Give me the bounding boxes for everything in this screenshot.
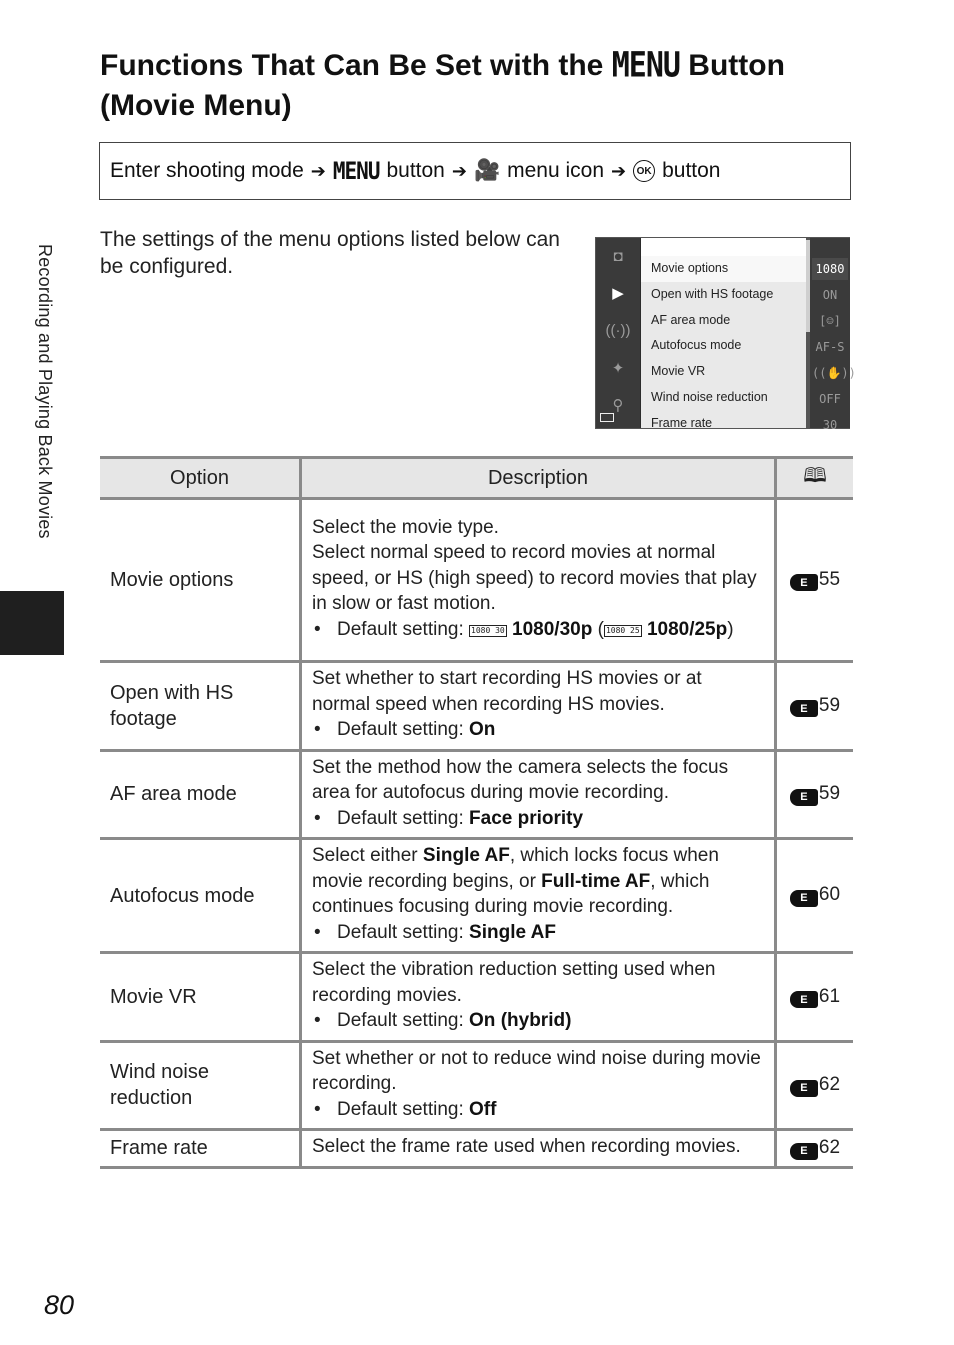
screen-menu-tabs <box>596 238 640 428</box>
page-reference[interactable]: E 60 <box>776 839 854 953</box>
screen-item: Open with HS footage <box>651 286 774 301</box>
table-row <box>100 662 853 751</box>
option-description: Set whether or not to reduce wind noise during movie recording. • Default setting: Off <box>301 1041 776 1130</box>
setting-value-icon: OFF <box>819 392 841 406</box>
table-row <box>100 499 853 662</box>
reference-section-icon: E <box>790 1080 818 1097</box>
screen-item: Autofocus mode <box>651 338 742 353</box>
section-tab-marker <box>0 591 64 655</box>
menu-button-icon: MENU <box>611 45 680 86</box>
menu-button-icon: MENU <box>332 157 380 185</box>
arrow-right-icon: ➔ <box>611 160 627 181</box>
screen-item: Frame rate <box>651 415 713 430</box>
reference-section-icon: E <box>790 1143 818 1160</box>
screen-item: Wind noise reduction <box>651 389 768 404</box>
option-name: Wind noise reduction <box>100 1041 301 1130</box>
setting-value-icon: 1080 <box>812 258 848 280</box>
page-reference[interactable]: E 62 <box>776 1130 854 1168</box>
page-reference[interactable]: E 59 <box>776 750 854 839</box>
nav-step-ok-button: button <box>662 159 721 182</box>
setting-value-icon: AF-S <box>815 340 845 354</box>
page-reference[interactable]: E 62 <box>776 1041 854 1130</box>
default-setting: • Default setting: On <box>314 719 496 740</box>
page-reference[interactable]: E 61 <box>776 953 854 1042</box>
option-description: Select the vibration reduction setting used when recording movies. • Default setting: On (hybrid) <box>301 953 776 1042</box>
screen-setting-values <box>810 238 856 432</box>
table-header-row <box>100 458 853 499</box>
wrench-icon: ⚲ <box>612 397 624 414</box>
option-description: Set whether to start recording HS movies or at normal speed when recording HS movies. • Default setting: On <box>301 662 776 751</box>
option-description: Set the method how the camera selects the focus area for autofocus during movie recording. • Default setting: Face priority <box>301 750 776 839</box>
default-setting: • Default setting: Face priority <box>314 807 584 829</box>
movie-menu-icon: 🎥 <box>473 159 501 182</box>
reference-section-icon: E <box>790 991 818 1008</box>
setting-value-icon: 30 <box>822 418 838 432</box>
screen-item: Movie options <box>641 256 807 282</box>
movie-icon: ▶ <box>612 285 624 302</box>
table-row <box>100 839 853 953</box>
page-number: 80 <box>44 1290 75 1320</box>
page-reference[interactable]: E 59 <box>776 662 854 751</box>
option-name: Autofocus mode <box>100 839 301 953</box>
option-description: Select the frame rate used when recording movies. <box>301 1130 776 1168</box>
option-description: Select the movie type. Select normal speed to record movies at normal speed, or HS (high speed) to record movies that play in slow or fast motion. • Default setting: 1080 30 1080/30p ( 1080 25 1080/25p) <box>301 499 776 662</box>
header-description: Description <box>301 458 776 499</box>
header-reference <box>776 458 854 499</box>
arrow-right-icon: ➔ <box>310 160 326 181</box>
title-text-end: Button <box>688 49 785 82</box>
reference-section-icon: E <box>790 789 818 806</box>
default-setting: • Default setting: 1080 30 1080/30p ( 1080 25 1080/25p) <box>314 618 734 640</box>
setting-value-icon: [☺] <box>819 314 841 328</box>
table-row <box>100 1130 853 1168</box>
navigation-path-box <box>99 142 851 200</box>
option-name: Movie VR <box>100 953 301 1042</box>
screen-item: AF area mode <box>651 312 731 327</box>
camera-menu-screen <box>595 237 856 432</box>
book-icon: 🕮 <box>803 465 827 487</box>
ok-button-icon: OK <box>633 160 655 182</box>
resolution-icon: 1080 25 <box>605 625 640 635</box>
section-side-label: Recording and Playing Back Movies <box>35 244 55 539</box>
reference-section-icon: E <box>790 574 818 591</box>
setting-value-icon: ((✋)) <box>812 366 856 380</box>
default-setting: • Default setting: Off <box>314 1098 497 1120</box>
table-row <box>100 953 853 1042</box>
title-text-start: Functions That Can Be Set with the <box>100 49 604 82</box>
nav-step-shooting-mode: Enter shooting mode <box>110 159 304 182</box>
page-reference[interactable]: E 55 <box>776 499 854 662</box>
camera-icon: ◘ <box>613 247 623 265</box>
option-name: Frame rate <box>100 1130 301 1168</box>
movie-menu-options-table <box>100 456 853 1169</box>
header-option: Option <box>100 458 301 499</box>
battery-icon <box>600 413 614 422</box>
nav-step-menu-icon: menu icon <box>507 159 604 182</box>
option-name: Movie options <box>100 499 301 662</box>
default-setting: • Default setting: Single AF <box>314 921 556 943</box>
option-description: Select either Single AF, which locks focus when movie recording begins, or Full-time AF, which continues focusing during movie recording. • Default setting: Single AF <box>301 839 776 953</box>
page-title <box>100 46 860 126</box>
setting-value-icon: ON <box>822 288 838 302</box>
table-row <box>100 1041 853 1130</box>
resolution-icon: 1080 30 <box>471 625 505 635</box>
screen-item: Movie VR <box>651 364 706 379</box>
nav-step-button: button <box>386 159 445 182</box>
screen-menu-list <box>641 238 807 428</box>
table-row <box>100 750 853 839</box>
gps-icon: ✦ <box>611 360 625 377</box>
wireless-icon: ((·)) <box>605 321 631 339</box>
reference-section-icon: E <box>790 890 818 907</box>
option-name: AF area mode <box>100 750 301 839</box>
option-name: Open with HS footage <box>100 662 301 751</box>
intro-text: The settings of the menu options listed below can be configured. <box>100 228 560 278</box>
arrow-right-icon: ➔ <box>451 160 467 181</box>
reference-section-icon: E <box>790 700 818 717</box>
title-subtitle: (Movie Menu) <box>100 89 292 122</box>
default-setting: • Default setting: On (hybrid) <box>314 1010 572 1031</box>
